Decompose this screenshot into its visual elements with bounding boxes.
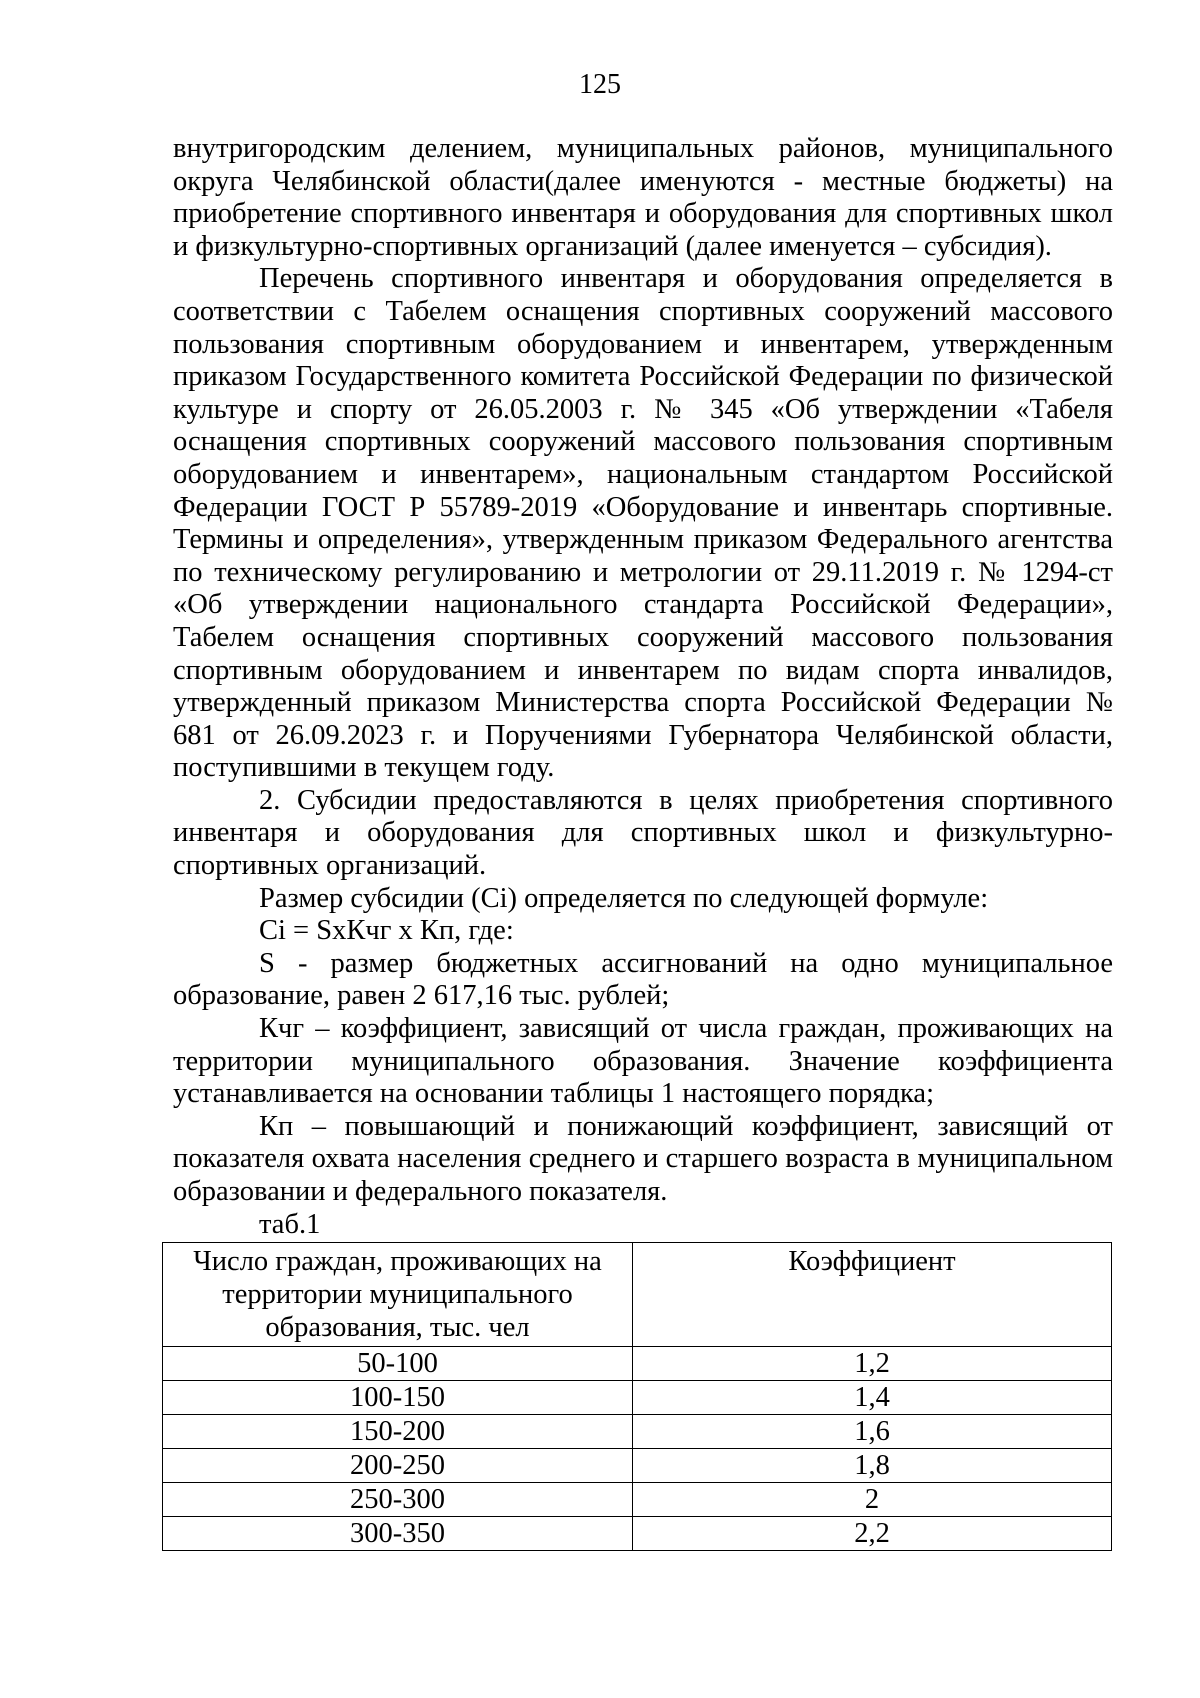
table-row	[163, 1415, 1112, 1449]
header-coefficient: Коэффициент	[633, 1243, 1112, 1347]
paragraph-kp-definition: Кп – повышающий и понижающий коэффициент, зависящий от показателя охвата населения среднего и старшего возраста в муниципальном образовании и федерального показателя.	[173, 1110, 1113, 1207]
cell-range: 50-100	[163, 1347, 633, 1381]
cell-coefficient: 1,2	[633, 1347, 1112, 1381]
paragraph-formula: Сi = SхКчг х Кп, где:	[259, 915, 514, 947]
paragraph-continuation: внутригородским делением, муниципальных районов, муниципального округа Челябинской области(далее именуются - местные бюджеты) на приобретение спортивного инвентаря и оборудования для спортивных школ и физкультурно-спортивных организаций (далее именуется – субсидия).	[173, 133, 1113, 262]
cell-range: 250-300	[163, 1483, 633, 1517]
cell-coefficient: 1,8	[633, 1449, 1112, 1483]
coefficient-table	[162, 1242, 1112, 1551]
table-label: таб.1	[259, 1208, 321, 1240]
page-number: 125	[579, 69, 621, 100]
paragraph-equipment-list: Перечень спортивного инвентаря и оборудования определяется в соответствии с Табелем оснащения спортивных сооружений массового пользования спортивным оборудованием и инвентарем, утвержденным приказом Государственного комитета Российской Федерации по физической культуре и спорту от 26.05.2003 г. № 345 «Об утверждении «Табеля оснащения спортивных сооружений массового пользования спортивным оборудованием и инвентарем», национальным стандартом Российской Федерации ГОСТ Р 55789-2019 «Оборудование и инвентарь спортивные. Термины и определения», утвержденным приказом Федерального агентства по техническому регулированию и метрологии от 29.11.2019 г. № 1294-ст «Об утверждении национального стандарта Российской Федерации», Табелем оснащения спортивных сооружений массового пользования спортивным оборудованием и инвентарем по видам спорта инвалидов, утвержденный приказом Министерства спорта Российской Федерации № 681 от 26.09.2023 г. и Поручениями Губернатора Челябинской области, поступившими в текущем году.	[173, 263, 1113, 784]
cell-range: 100-150	[163, 1381, 633, 1415]
paragraph-subsidy-purpose: 2. Субсидии предоставляются в целях приобретения спортивного инвентаря и оборудования для спортивных школ и физкультурно-спортивных организаций.	[173, 784, 1113, 882]
table-row	[163, 1381, 1112, 1415]
table-row	[163, 1347, 1112, 1381]
paragraph-s-definition: S - размер бюджетных ассигнований на одно муниципальное образование, равен 2 617,16 тыс. рублей;	[173, 947, 1113, 1012]
table-header-row	[163, 1243, 1112, 1347]
table-row	[163, 1483, 1112, 1517]
cell-coefficient: 1,4	[633, 1381, 1112, 1415]
header-citizens: Число граждан, проживающих на территории муниципального образования, тыс. чел	[163, 1243, 633, 1347]
table-row	[163, 1517, 1112, 1551]
cell-range: 300-350	[163, 1517, 633, 1551]
paragraph-formula-intro: Размер субсидии (Сi) определяется по следующей формуле:	[259, 882, 989, 914]
cell-range: 150-200	[163, 1415, 633, 1449]
cell-coefficient: 1,6	[633, 1415, 1112, 1449]
body-text	[173, 133, 1113, 1241]
table-row	[163, 1449, 1112, 1483]
paragraph-kchg-definition: Кчг – коэффициент, зависящий от числа граждан, проживающих на территории муниципального образования. Значение коэффициента устанавливается на основании таблицы 1 настоящего порядка;	[173, 1013, 1113, 1110]
cell-coefficient: 2	[633, 1483, 1112, 1517]
cell-range: 200-250	[163, 1449, 633, 1483]
cell-coefficient: 2,2	[633, 1517, 1112, 1551]
